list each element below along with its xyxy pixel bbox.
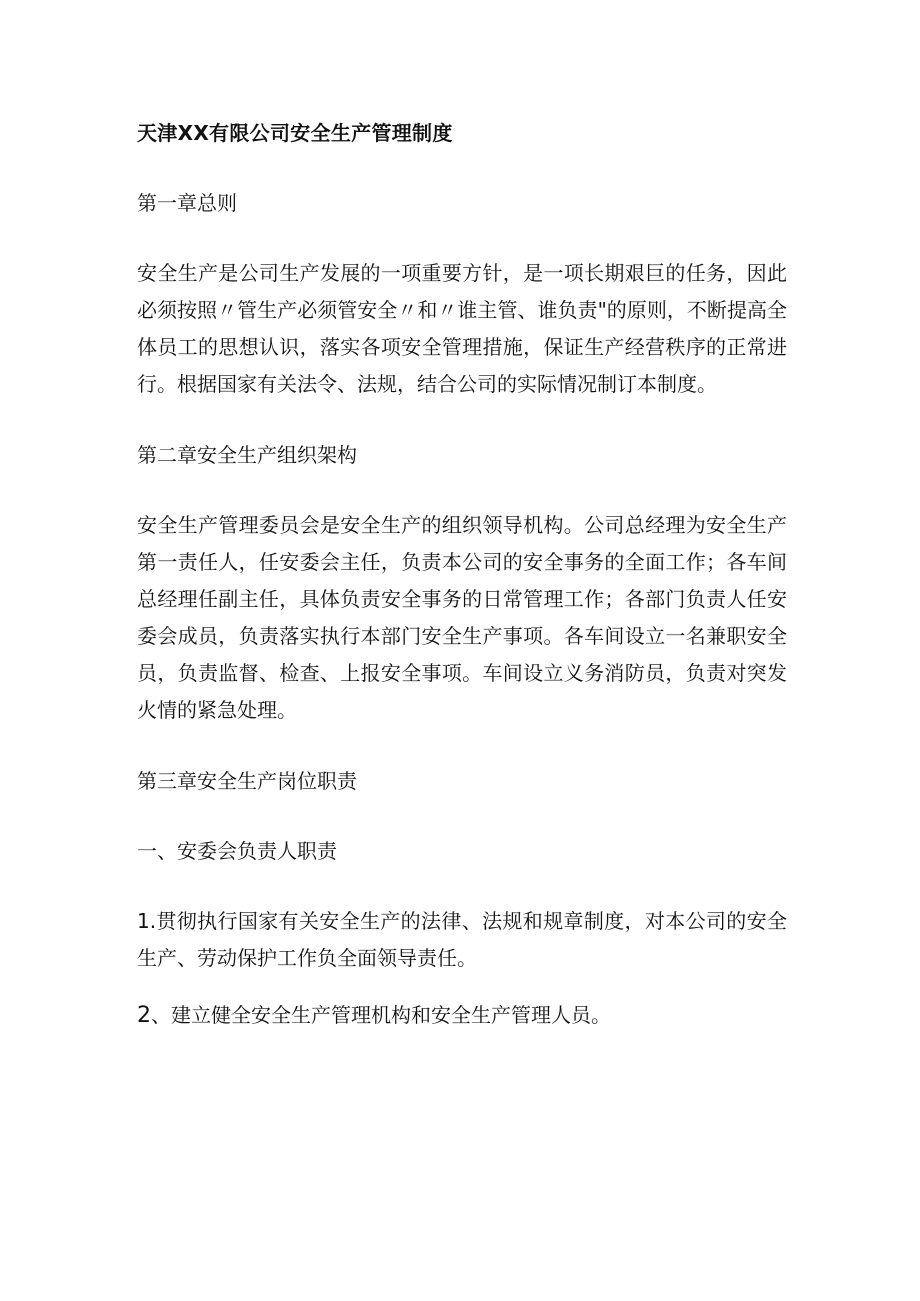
chapter-2-paragraph: 安全生产管理委员会是安全生产的组织领导机构。公司总经理为安全生产第一责任人，任安委会主任，负责本公司的安全事务的全面工作；各车间总经理任副主任，具体负责安全事务的日常管理工作；各部门负责人任安委会成员，负责落实执行本部门安全生产事项。各车间设立一名兼职安全员，负责监督、检查、上报安全事项。车间设立义务消防员，负责对突发火情的紧急处理。 <box>137 513 787 722</box>
duty-item-2 <box>137 997 787 1034</box>
duty-item-2-number: 2 <box>137 1003 151 1028</box>
document-title: 天津XX有限公司安全生产管理制度 <box>137 121 453 145</box>
duty-item-1: 1.贯彻执行国家有关安全生产的法律、法规和规章制度，对本公司的安全生产、劳动保护工作负全面领导责任。 <box>137 909 787 970</box>
chapter-3-heading: 第三章安全生产岗位职责 <box>137 769 357 793</box>
chapter-1-heading: 第一章总则 <box>137 191 237 215</box>
duty-item-2-text: 、建立健全安全生产管理机构和安全生产管理人员。 <box>151 1003 611 1027</box>
section-1-heading: 一、安委会负责人职责 <box>137 839 337 863</box>
document-content <box>137 115 787 1068</box>
chapter-1-paragraph: 安全生产是公司生产发展的一项重要方针，是一项长期艰巨的任务，因此必须按照〃管生产必须管安全〃和〃谁主管、谁负责"的原则，不断提高全体员工的思想认识，落实各项安全管理措施，保证生产经营秩序的正常进行。根据国家有关法令、法规，结合公司的实际情况制订本制度。 <box>137 261 787 396</box>
chapter-2-heading: 第二章安全生产组织架构 <box>137 443 357 467</box>
